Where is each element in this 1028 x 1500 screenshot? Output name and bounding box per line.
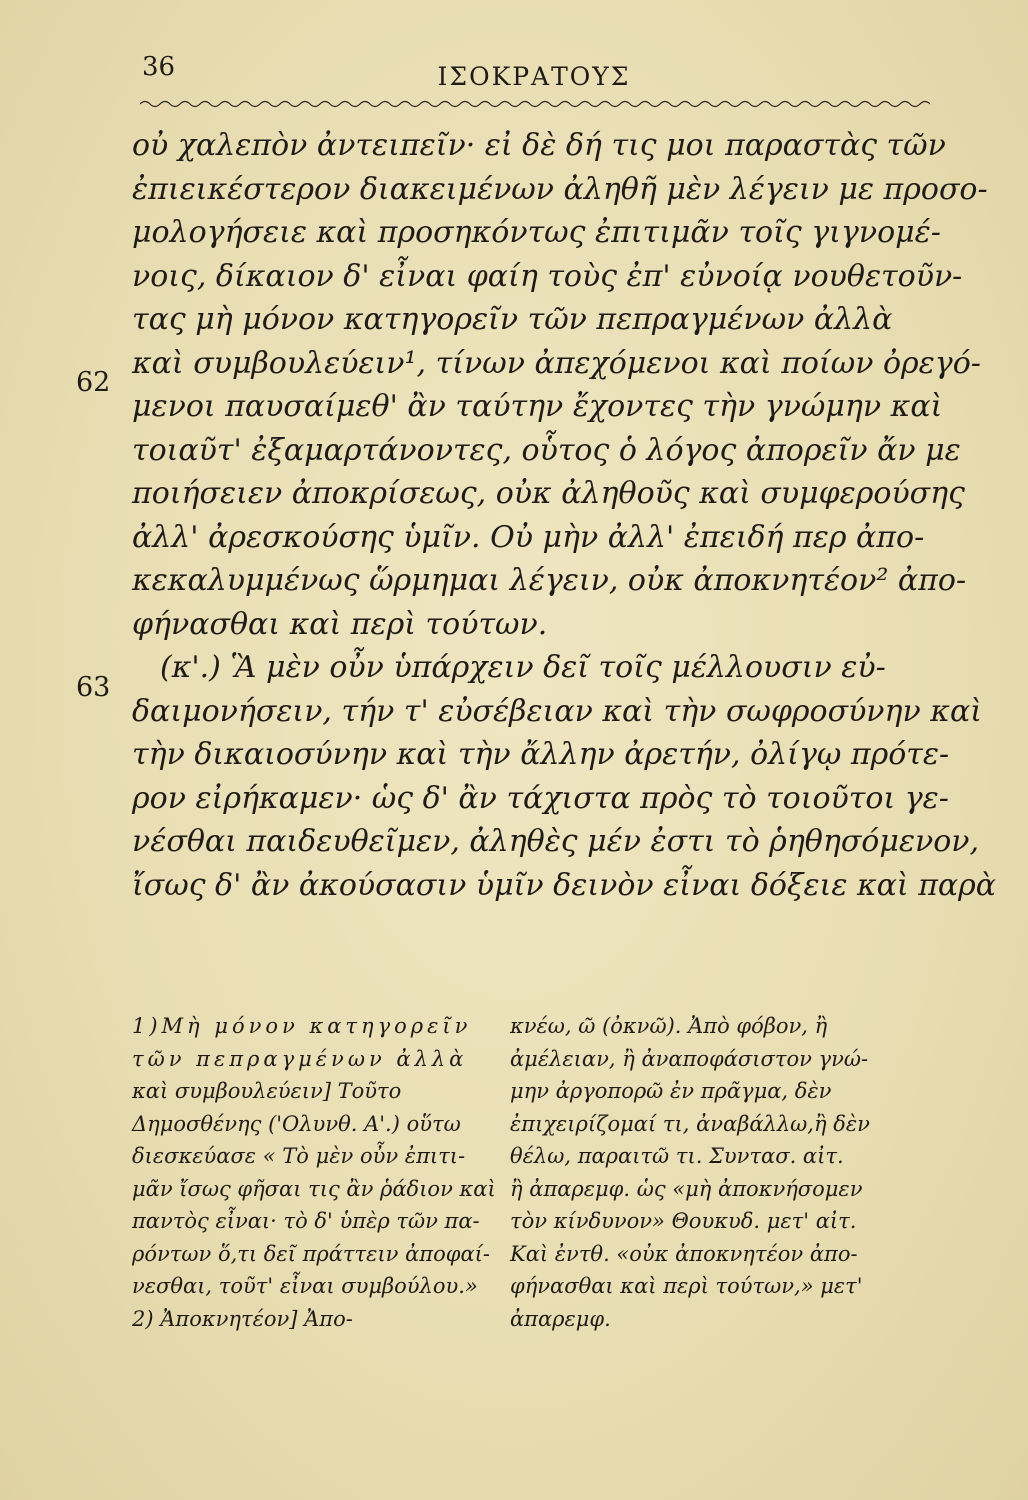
text-line: μολογήσειε καὶ προσηκόντως ἐπιτιμᾶν τοῖς γιγνομέ- [132, 215, 941, 250]
main-text [132, 124, 997, 907]
text-line: κεκαλυμμένως ὥρμημαι λέγειν, οὐκ ἀποκνητέον² ἀπο- [132, 563, 967, 598]
footnote-line: τὸν κίνδυνον» Θουκυδ. μετ' αἰτ. [510, 1209, 857, 1233]
text-line: φήνασθαι καὶ περὶ τούτων. [132, 606, 548, 642]
text-line: ἴσως δ' ἂν ἀκούσασιν ὑμῖν δεινὸν εἶναι δόξειε καὶ παρὰ [132, 867, 997, 903]
footnote-line: κνέω, ῶ (ὀκνῶ). Ἀπὸ φόβον, ἢ [510, 1014, 828, 1038]
text-line: δαιμονήσειν, τήν τ' εὐσέβειαν καὶ τὴν σωφροσύνην καὶ [132, 693, 982, 729]
text-line: (κ'.) Ἃ μὲν οὖν ὑπάρχειν δεῖ τοῖς μέλλουσιν εὐ- [160, 650, 886, 685]
text-line: οὐ χαλεπὸν ἀντειπεῖν· εἰ δὲ δή τις μοι παραστὰς τῶν [132, 128, 946, 163]
footnote-line: διεσκεύασε « Τὸ μὲν οὖν ἐπιτι- [132, 1144, 466, 1168]
text-line: ἀλλ' ἀρεσκούσης ὑμῖν. Οὐ μὴν ἀλλ' ἐπειδή περ ἀπο- [132, 519, 925, 555]
footnotes-right-column [510, 1010, 910, 1335]
header-wavy-rule [140, 98, 930, 110]
section-number-62: 62 [76, 367, 111, 398]
footnote-line: νεσθαι, τοῦτ' εἶναι συμβούλου.» [132, 1274, 478, 1298]
footnote-line: τῶν πεπραγμένων ἀλλὰ [132, 1046, 468, 1071]
text-line: ποιήσειεν ἀποκρίσεως, οὐκ ἀληθοῦς καὶ συμφερούσης [132, 476, 965, 511]
text-line: νοις, δίκαιον δ' εἶναι φαίη τοὺς ἐπ' εὐνοίᾳ νουθετοῦν- [132, 258, 963, 294]
text-line: τας μὴ μόνον κατηγορεῖν τῶν πεπραγμένων ἀλλὰ [132, 302, 893, 337]
footnote-line: 1)Μὴ μόνον κατηγορεῖν [132, 1014, 472, 1038]
footnote-line: μην ἀργοπορῶ ἐν πρᾶγμα, δὲν [510, 1079, 832, 1103]
footnote-line: παντὸς εἶναι· τὸ δ' ὑπὲρ τῶν πα- [132, 1209, 480, 1233]
text-line: καὶ συμβουλεύειν¹, τίνων ἀπεχόμενοι καὶ ποίων ὀρεγό- [132, 345, 981, 381]
footnote-line: ἀμέλειαν, ἢ ἀναποφάσιστον γνώ- [510, 1046, 869, 1071]
footnote-line: ἀπαρεμφ. [510, 1306, 611, 1331]
text-line: τὴν δικαιοσύνην καὶ τὴν ἄλλην ἀρετήν, ὀλίγῳ πρότε- [132, 737, 950, 772]
footnote-divider [470, 985, 472, 995]
text-line: νέσθαι παιδευθεῖμεν, ἀληθὲς μέν ἐστι τὸ ῥηθησόμενον, [132, 824, 980, 859]
footnote-line: Δημοσθένης ('Ολυνθ. Α'.) οὕτω [132, 1111, 461, 1136]
footnote-line: μᾶν ἴσως φῆσαι τις ἂν ῥάδιον καὶ [132, 1176, 496, 1201]
footnote-line: 2) Ἀποκνητέον] Ἀπο- [132, 1306, 353, 1331]
text-line: τοιαῦτ' ἐξαμαρτάνοντες, οὗτος ὁ λόγος ἀπορεῖν ἄν με [132, 432, 961, 468]
footnote-line: καὶ συμβουλεύειν] Τοῦτο [132, 1079, 402, 1103]
footnote-line: ἢ ἀπαρεμφ. ὡς «μὴ ἀποκνήσομεν [510, 1176, 863, 1201]
running-title: ΙΣΟΚΡΑΤΟΥΣ [437, 62, 631, 91]
footnote-line: Καὶ ἐντθ. «οὐκ ἀποκνητέον ἀπο- [510, 1241, 858, 1266]
page-number: 36 [142, 52, 176, 82]
footnote-line: φήνασθαι καὶ περὶ τούτων,» μετ' [510, 1274, 863, 1298]
text-line: ἐπιεικέστερον διακειμένων ἀληθῆ μὲν λέγειν με προσο- [132, 171, 988, 207]
footnote-line: ρόντων ὅ,τι δεῖ πράττειν ἀποφαί- [132, 1241, 490, 1266]
section-number-63: 63 [76, 672, 111, 703]
footnote-line: ἐπιχειρίζομαί τι, ἀναβάλλω,ἢ δὲν [510, 1111, 870, 1136]
text-line: μενοι παυσαίμεθ' ἂν ταύτην ἔχοντες τὴν γνώμην καὶ [132, 389, 943, 424]
text-line: ρον εἰρήκαμεν· ὡς δ' ἂν τάχιστα πρὸς τὸ τοιοῦτοι γε- [132, 780, 949, 816]
footnotes-left-column [132, 1010, 496, 1335]
footnote-line: θέλω, παραιτῶ τι. Συντασ. αἰτ. [510, 1144, 844, 1168]
